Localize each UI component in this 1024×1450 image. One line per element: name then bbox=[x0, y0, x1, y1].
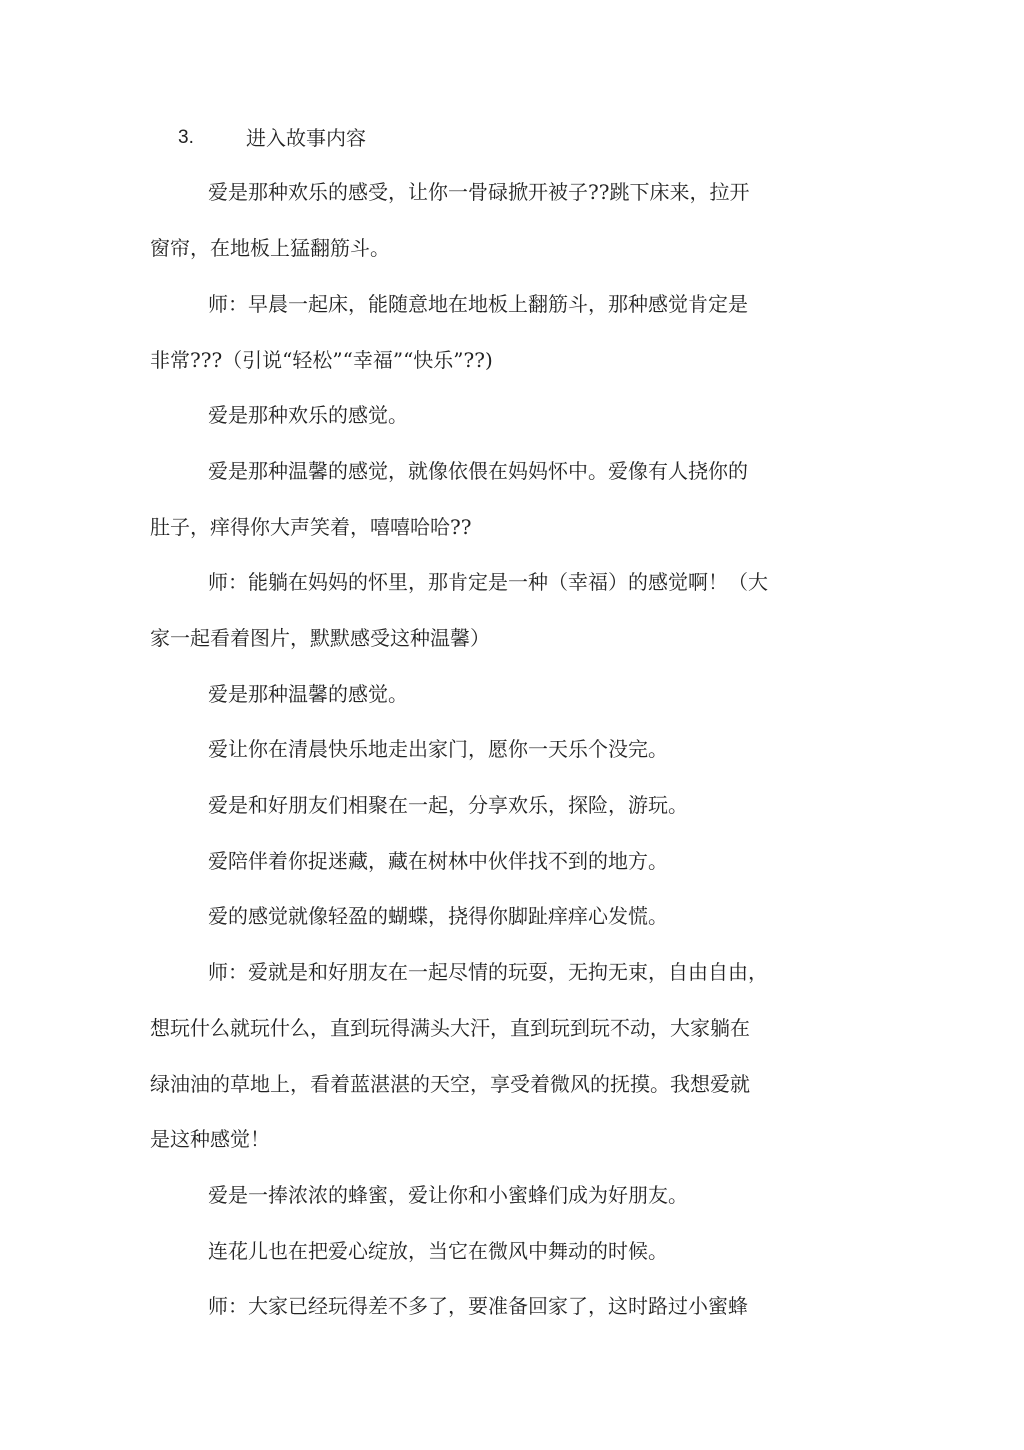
paragraph-line: 爱是那种温馨的感觉。 bbox=[208, 682, 408, 706]
paragraph-line: 想玩什么就玩什么，直到玩得满头大汗，直到玩到玩不动，大家躺在 bbox=[150, 1016, 750, 1040]
paragraph-line: 爱让你在清晨快乐地走出家门，愿你一天乐个没完。 bbox=[208, 737, 668, 761]
paragraph-line: 非常???（引说“轻松”“幸福”“快乐”??) bbox=[150, 348, 493, 372]
paragraph-line: 绿油油的草地上，看着蓝湛湛的天空，享受着微风的抚摸。我想爱就 bbox=[150, 1072, 750, 1096]
paragraph-line: 窗帘，在地板上猛翻筋斗。 bbox=[150, 236, 390, 260]
paragraph-line: 爱是那种欢乐的感受，让你一骨碌掀开被子??跳下床来，拉开 bbox=[208, 180, 750, 204]
section-title: 进入故事内容 bbox=[246, 126, 366, 150]
paragraph-line: 爱陪伴着你捉迷藏，藏在树林中伙伴找不到的地方。 bbox=[208, 849, 668, 873]
paragraph-line: 师：能躺在妈妈的怀里，那肯定是一种（幸福）的感觉啊！（大 bbox=[208, 570, 768, 594]
paragraph-line: 师：早晨一起床，能随意地在地板上翻筋斗，那种感觉肯定是 bbox=[208, 292, 748, 316]
paragraph-line: 爱是那种欢乐的感觉。 bbox=[208, 403, 408, 427]
paragraph-line: 师：爱就是和好朋友在一起尽情的玩耍，无拘无束，自由自由， bbox=[208, 960, 768, 984]
paragraph-line: 爱的感觉就像轻盈的蝴蝶，挠得你脚趾痒痒心发慌。 bbox=[208, 904, 668, 928]
paragraph-line: 师：大家已经玩得差不多了，要准备回家了，这时路过小蜜蜂 bbox=[208, 1294, 748, 1318]
section-number: 3. bbox=[178, 127, 194, 148]
paragraph-line: 家一起看着图片，默默感受这种温馨） bbox=[150, 626, 490, 650]
paragraph-line: 爱是那种温馨的感觉，就像依偎在妈妈怀中。爱像有人挠你的 bbox=[208, 459, 748, 483]
paragraph-line: 肚子，痒得你大声笑着，嘻嘻哈哈?? bbox=[150, 515, 472, 539]
paragraph-line: 爱是和好朋友们相聚在一起，分享欢乐，探险，游玩。 bbox=[208, 793, 688, 817]
paragraph-line: 爱是一捧浓浓的蜂蜜，爱让你和小蜜蜂们成为好朋友。 bbox=[208, 1183, 688, 1207]
paragraph-line: 是这种感觉！ bbox=[150, 1127, 270, 1151]
paragraph-line: 连花儿也在把爱心绽放，当它在微风中舞动的时候。 bbox=[208, 1239, 668, 1263]
